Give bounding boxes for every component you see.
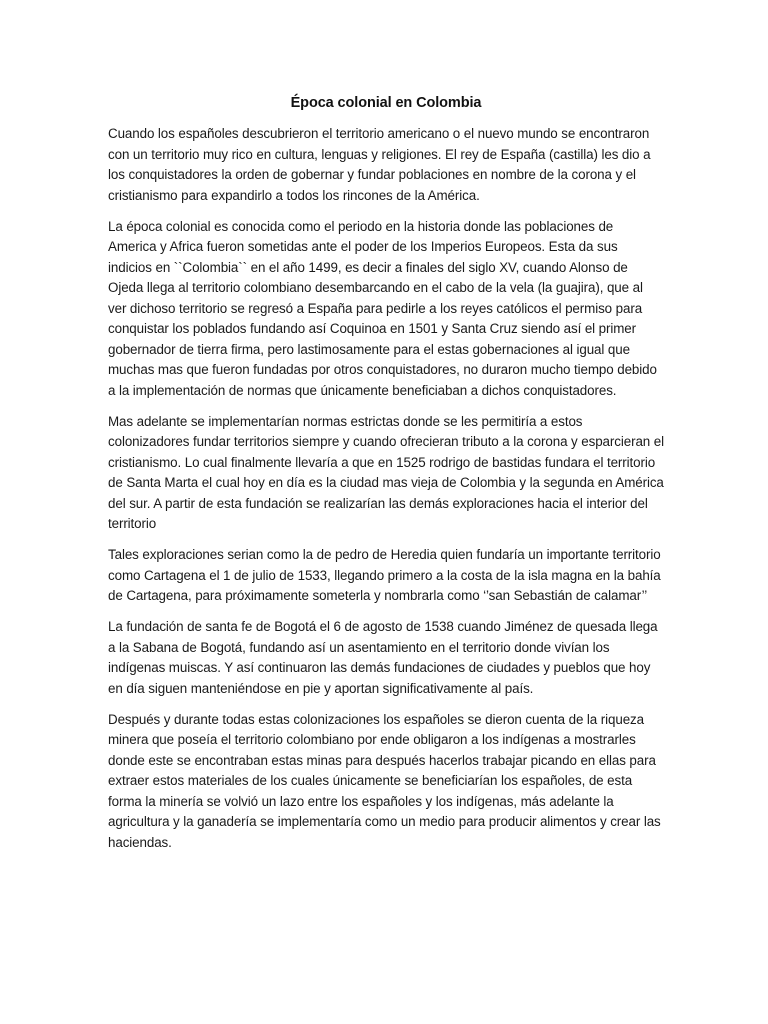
document-body (108, 92, 664, 864)
paragraph-3: Mas adelante se implementarían normas estrictas donde se les permitiría a estos colonizadores fundar territorios siempre y cuando ofrecieran tributo a la corona y esparcieran el cristianismo. Lo cual finalmente llevaría a que en 1525 rodrigo de bastidas fundara el territorio de Santa Marta el cual hoy en día es la ciudad mas vieja de Colombia y la segunda en América del sur. A partir de esta fundación se realizarían las demás exploraciones hacia el interior del territorio (108, 413, 664, 531)
paragraph-2: La época colonial es conocida como el periodo en la historia donde las poblaciones de America y Africa fueron sometidas ante el poder de los Imperios Europeos. Esta da sus indicios en ``Colombia`` en el año 1499, es decir a finales del siglo XV, cuando Alonso de Ojeda llega al territorio colombiano desembarcando en el cabo de la vela (la guajira), que al ver dichoso territorio se regresó a España para pedirle a los reyes católicos el permiso para conquistar los poblados fundando así Coquinoa en 1501 y Santa Cruz siendo así el primer gobernador de tierra firma, pero lastimosamente para el estas gobernaciones al igual que muchas mas que fueron fundadas por otros conquistadores, no duraron mucho tiempo debido a la implementación de normas que únicamente beneficiaban a dichos conquistadores. (108, 218, 657, 398)
document-title: Época colonial en Colombia (290, 95, 482, 111)
paragraph-4: Tales exploraciones serian como la de pedro de Heredia quien fundaría un importante territorio como Cartagena el 1 de julio de 1533, llegando primero a la costa de la isla magna en la bahía de Cartagena, para próximamente someterla y nombrarla como ‘’san Sebastián de calamar’’ (108, 547, 661, 603)
paragraph-5: La fundación de santa fe de Bogotá el 6 de agosto de 1538 cuando Jiménez de quesada llega a la Sabana de Bogotá, fundando así un asentamiento en el territorio donde vivían los indígenas muiscas. Y así continuaron las demás fundaciones de ciudades y pueblos que hoy en día siguen manteniéndose en pie y aportan significativamente al país. (108, 619, 658, 696)
paragraph-1: Cuando los españoles descubrieron el territorio americano o el nuevo mundo se encontraron con un territorio muy rico en cultura, lenguas y religiones. El rey de España (castilla) les dio a los conquistadores la orden de gobernar y fundar poblaciones en nombre de la corona y el cristianismo para expandirlo a todos los rincones de la América. (108, 126, 651, 203)
paragraph-6: Después y durante todas estas colonizaciones los españoles se dieron cuenta de la riqueza minera que poseía el territorio colombiano por ende obligaron a los indígenas a mostrarles donde este se encontraban estas minas para después hacerlos trabajar picando en ellas para extraer estos materiales de los cuales únicamente se beneficiarían los españoles, de esta forma la minería se volvió un lazo entre los españoles y los indígenas, más adelante la agricultura y la ganadería se implementaría como un medio para producir alimentos y crear las haciendas. (108, 711, 661, 850)
